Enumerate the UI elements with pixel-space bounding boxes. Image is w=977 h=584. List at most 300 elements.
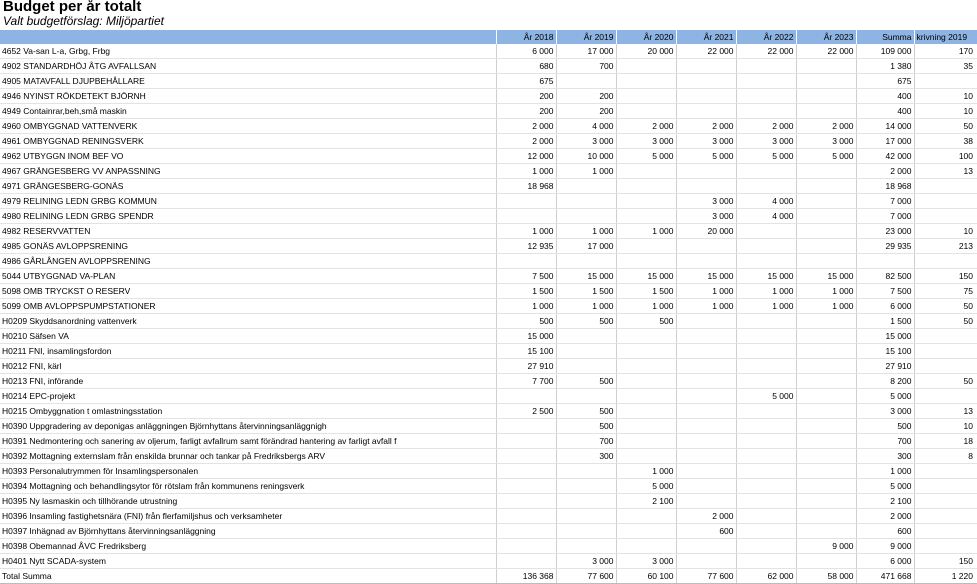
cell-value: 9 000 (796, 539, 856, 554)
cell-value: 1 000 (676, 284, 736, 299)
cell-value (914, 209, 977, 224)
cell-value: 7 000 (856, 209, 914, 224)
row-name: 4971 GRÄNGESBERG-GONÄS (0, 179, 496, 194)
table-row (0, 464, 977, 479)
cell-value: 5 000 (616, 149, 676, 164)
row-name: 4946 NYINST RÖKDETEKT BJÖRNH (0, 89, 496, 104)
cell-value (914, 74, 977, 89)
cell-value: 77 600 (676, 569, 736, 584)
cell-value (616, 344, 676, 359)
cell-value (736, 479, 796, 494)
cell-value (616, 389, 676, 404)
cell-value (736, 89, 796, 104)
cell-value: 600 (676, 524, 736, 539)
cell-value (736, 404, 796, 419)
cell-value: 50 (914, 119, 977, 134)
table-row (0, 74, 977, 89)
cell-value: 2 000 (676, 119, 736, 134)
cell-value (796, 554, 856, 569)
cell-value (736, 164, 796, 179)
cell-value: 3 000 (616, 134, 676, 149)
cell-value: 136 368 (496, 569, 556, 584)
cell-value: 12 935 (496, 239, 556, 254)
row-name: H0401 Nytt SCADA-system (0, 554, 496, 569)
cell-value (676, 104, 736, 119)
cell-value: 3 000 (736, 134, 796, 149)
cell-value (676, 479, 736, 494)
cell-value (616, 509, 676, 524)
cell-value: 600 (856, 524, 914, 539)
cell-value: 200 (556, 104, 616, 119)
cell-value: 29 935 (856, 239, 914, 254)
cell-value (556, 389, 616, 404)
cell-value: 62 000 (736, 569, 796, 584)
table-row (0, 284, 977, 299)
cell-value (616, 419, 676, 434)
cell-value: 20 000 (616, 44, 676, 59)
cell-value: 50 (914, 314, 977, 329)
cell-value (914, 539, 977, 554)
cell-value (676, 419, 736, 434)
table-row (0, 164, 977, 179)
cell-value: 1 500 (856, 314, 914, 329)
cell-value (616, 194, 676, 209)
cell-value: 10 (914, 89, 977, 104)
cell-value: 200 (496, 104, 556, 119)
cell-value (556, 479, 616, 494)
cell-value (556, 329, 616, 344)
cell-value (616, 404, 676, 419)
cell-value (676, 374, 736, 389)
row-name: 4902 STANDARDHÖJ ÅTG AVFALLSAN (0, 59, 496, 74)
cell-value: 2 000 (796, 119, 856, 134)
row-name: H0210 Säfsen VA (0, 329, 496, 344)
cell-value (736, 179, 796, 194)
cell-value (914, 494, 977, 509)
cell-value (556, 509, 616, 524)
cell-value (796, 494, 856, 509)
cell-value: 400 (856, 104, 914, 119)
cell-value: 6 000 (496, 44, 556, 59)
cell-value: 1 000 (556, 224, 616, 239)
cell-value: 213 (914, 239, 977, 254)
row-name: H0393 Personalutrymmen för Insamlingspersonalen (0, 464, 496, 479)
cell-value (796, 194, 856, 209)
cell-value: 3 000 (556, 134, 616, 149)
cell-value: 1 220 (914, 569, 977, 584)
row-name: H0397 Inhägnad av Björnhyttans återvinningsanläggning (0, 524, 496, 539)
cell-value: 14 000 (856, 119, 914, 134)
column-header: År 2021 (676, 30, 736, 44)
row-name: 4979 RELINING LEDN GRBG KOMMUN (0, 194, 496, 209)
cell-value: 17 000 (556, 44, 616, 59)
row-name: 4962 UTBYGGN INOM BEF VO (0, 149, 496, 164)
cell-value (496, 434, 556, 449)
cell-value: 675 (496, 74, 556, 89)
table-row (0, 59, 977, 74)
table-row (0, 509, 977, 524)
cell-value: 500 (556, 314, 616, 329)
row-name: 4985 GONÄS AVLOPPSRENING (0, 239, 496, 254)
cell-value: 22 000 (796, 44, 856, 59)
cell-value: 200 (556, 89, 616, 104)
cell-value: 4 000 (736, 194, 796, 209)
cell-value: 4 000 (556, 119, 616, 134)
cell-value (676, 254, 736, 269)
column-header: År 2023 (796, 30, 856, 44)
cell-value (496, 254, 556, 269)
cell-value (736, 434, 796, 449)
table-row (0, 134, 977, 149)
cell-value: 3 000 (556, 554, 616, 569)
cell-value (496, 449, 556, 464)
cell-value: 2 100 (616, 494, 676, 509)
cell-value: 38 (914, 134, 977, 149)
cell-value: 1 000 (856, 464, 914, 479)
cell-value (796, 224, 856, 239)
cell-value: 1 000 (796, 299, 856, 314)
cell-value (796, 59, 856, 74)
cell-value: 400 (856, 89, 914, 104)
cell-value (616, 74, 676, 89)
table-row (0, 524, 977, 539)
cell-value (796, 209, 856, 224)
cell-value (796, 329, 856, 344)
cell-value: 13 (914, 164, 977, 179)
table-row (0, 119, 977, 134)
cell-value: 3 000 (796, 134, 856, 149)
cell-value (736, 239, 796, 254)
cell-value (736, 59, 796, 74)
cell-value: 7 500 (856, 284, 914, 299)
cell-value (496, 524, 556, 539)
table-row (0, 359, 977, 374)
cell-value: 700 (856, 434, 914, 449)
cell-value (796, 434, 856, 449)
row-name: H0211 FNI, insamlingsfordon (0, 344, 496, 359)
cell-value (616, 179, 676, 194)
cell-value (556, 209, 616, 224)
table-row (0, 539, 977, 554)
row-name: H0209 Skyddsanordning vattenverk (0, 314, 496, 329)
cell-value: 5 000 (856, 389, 914, 404)
cell-value: 17 000 (556, 239, 616, 254)
cell-value: 20 000 (676, 224, 736, 239)
cell-value (914, 479, 977, 494)
cell-value (556, 194, 616, 209)
table-row (0, 194, 977, 209)
cell-value (556, 359, 616, 374)
table-row (0, 389, 977, 404)
cell-value: 2 000 (856, 509, 914, 524)
cell-value (796, 404, 856, 419)
cell-value: 18 (914, 434, 977, 449)
cell-value: 18 968 (856, 179, 914, 194)
row-name: H0213 FNI, införande (0, 374, 496, 389)
cell-value (736, 314, 796, 329)
cell-value (496, 464, 556, 479)
cell-value: 50 (914, 299, 977, 314)
cell-value: 27 910 (856, 359, 914, 374)
cell-value: 13 (914, 404, 977, 419)
cell-value (736, 419, 796, 434)
total-row (0, 569, 977, 584)
cell-value: 1 000 (736, 299, 796, 314)
cell-value: 27 910 (496, 359, 556, 374)
cell-value (914, 509, 977, 524)
cell-value (796, 104, 856, 119)
cell-value (496, 539, 556, 554)
cell-value (736, 104, 796, 119)
table-row (0, 449, 977, 464)
cell-value: 15 000 (736, 269, 796, 284)
cell-value (556, 539, 616, 554)
cell-value (796, 449, 856, 464)
cell-value (616, 59, 676, 74)
cell-value (616, 539, 676, 554)
table-row (0, 479, 977, 494)
cell-value (496, 494, 556, 509)
cell-value (616, 164, 676, 179)
table-row (0, 554, 977, 569)
cell-value (796, 389, 856, 404)
cell-value: 300 (856, 449, 914, 464)
column-header: krivning 2019 (914, 30, 977, 44)
row-name: 4949 Containrar,beh,små maskin (0, 104, 496, 119)
cell-value: 15 000 (796, 269, 856, 284)
cell-value (796, 524, 856, 539)
cell-value: 500 (556, 374, 616, 389)
cell-value (556, 524, 616, 539)
cell-value: 7 000 (856, 194, 914, 209)
row-name: H0391 Nedmontering och sanering av oljerum, farligt avfallrum samt förändrad hantering av farligt avfall f (0, 434, 496, 449)
cell-value: 10 000 (556, 149, 616, 164)
cell-value: 7 500 (496, 269, 556, 284)
table-row (0, 494, 977, 509)
cell-value: 15 000 (496, 329, 556, 344)
cell-value (736, 344, 796, 359)
cell-value (796, 179, 856, 194)
cell-value (676, 389, 736, 404)
cell-value (496, 554, 556, 569)
cell-value: 150 (914, 554, 977, 569)
cell-value (616, 209, 676, 224)
cell-value (616, 104, 676, 119)
column-header: År 2022 (736, 30, 796, 44)
cell-value (736, 254, 796, 269)
cell-value (914, 344, 977, 359)
column-header: År 2018 (496, 30, 556, 44)
row-name: 4986 GÅRLÅNGEN AVLOPPSRENING (0, 254, 496, 269)
cell-value: 22 000 (676, 44, 736, 59)
cell-value: 1 000 (676, 299, 736, 314)
cell-value: 10 (914, 419, 977, 434)
table-row (0, 104, 977, 119)
table-row (0, 224, 977, 239)
cell-value: 15 000 (616, 269, 676, 284)
table-row (0, 314, 977, 329)
cell-value (556, 464, 616, 479)
row-name: H0215 Ombyggnation t omlastningsstation (0, 404, 496, 419)
cell-value (736, 359, 796, 374)
cell-value: 5 000 (616, 479, 676, 494)
page-title: Budget per år totalt (3, 0, 142, 15)
cell-value (676, 554, 736, 569)
cell-value: 2 000 (736, 119, 796, 134)
cell-value (914, 464, 977, 479)
cell-value (736, 74, 796, 89)
cell-value (556, 254, 616, 269)
cell-value (676, 89, 736, 104)
cell-value: 1 000 (556, 299, 616, 314)
cell-value: 1 000 (736, 284, 796, 299)
cell-value (676, 434, 736, 449)
table-row (0, 149, 977, 164)
table-row (0, 269, 977, 284)
row-name: 5044 UTBYGGNAD VA-PLAN (0, 269, 496, 284)
cell-value (736, 554, 796, 569)
cell-value: 42 000 (856, 149, 914, 164)
cell-value (796, 464, 856, 479)
cell-value (796, 479, 856, 494)
cell-value: 7 700 (496, 374, 556, 389)
cell-value (796, 314, 856, 329)
cell-value (616, 434, 676, 449)
cell-value (796, 509, 856, 524)
cell-value: 500 (856, 419, 914, 434)
cell-value: 2 000 (496, 134, 556, 149)
cell-value: 1 500 (556, 284, 616, 299)
cell-value: 15 100 (496, 344, 556, 359)
row-name: 4982 RESERVVATTEN (0, 224, 496, 239)
cell-value: 200 (496, 89, 556, 104)
cell-value: 1 500 (616, 284, 676, 299)
cell-value (736, 494, 796, 509)
cell-value: 35 (914, 59, 977, 74)
cell-value: 2 000 (616, 119, 676, 134)
cell-value (796, 419, 856, 434)
cell-value: 2 500 (496, 404, 556, 419)
cell-value (914, 329, 977, 344)
cell-value: 18 968 (496, 179, 556, 194)
cell-value: 2 000 (856, 164, 914, 179)
header-project (0, 30, 496, 44)
column-header: År 2020 (616, 30, 676, 44)
cell-value (736, 374, 796, 389)
cell-value (496, 389, 556, 404)
table-row (0, 209, 977, 224)
cell-value: 82 500 (856, 269, 914, 284)
cell-value (676, 539, 736, 554)
cell-value: 60 100 (616, 569, 676, 584)
cell-value (914, 179, 977, 194)
cell-value (616, 374, 676, 389)
cell-value: 500 (496, 314, 556, 329)
cell-value (914, 524, 977, 539)
cell-value (556, 494, 616, 509)
cell-value (676, 239, 736, 254)
table-row (0, 404, 977, 419)
cell-value (796, 344, 856, 359)
cell-value: 1 380 (856, 59, 914, 74)
cell-value (796, 359, 856, 374)
table-row (0, 329, 977, 344)
row-name: H0395 Ny lasmaskin och tillhörande utrustning (0, 494, 496, 509)
cell-value: 500 (556, 404, 616, 419)
cell-value: 1 000 (496, 299, 556, 314)
cell-value: 3 000 (676, 194, 736, 209)
cell-value: 5 000 (856, 479, 914, 494)
row-name: H0212 FNI, kärl (0, 359, 496, 374)
cell-value (676, 314, 736, 329)
cell-value: 675 (856, 74, 914, 89)
table-row (0, 254, 977, 269)
cell-value (616, 359, 676, 374)
cell-value (736, 524, 796, 539)
cell-value (676, 494, 736, 509)
cell-value: 300 (556, 449, 616, 464)
cell-value: 6 000 (856, 299, 914, 314)
row-name: 4967 GRÄNGESBERG VV ANPASSNING (0, 164, 496, 179)
row-name: H0214 EPC-projekt (0, 389, 496, 404)
cell-value: 109 000 (856, 44, 914, 59)
table-row (0, 299, 977, 314)
cell-value: 5 000 (736, 389, 796, 404)
row-name: H0392 Mottagning externslam från enskilda brunnar och tankar på Fredriksbergs ARV (0, 449, 496, 464)
table-row (0, 89, 977, 104)
total-label: Total Summa (0, 569, 496, 584)
row-name: 5098 OMB TRYCKST O RESERV (0, 284, 496, 299)
cell-value (616, 329, 676, 344)
budget-table (0, 30, 977, 584)
cell-value: 15 000 (856, 329, 914, 344)
cell-value (676, 404, 736, 419)
cell-value (914, 194, 977, 209)
cell-value (796, 239, 856, 254)
cell-value (676, 59, 736, 74)
cell-value (616, 524, 676, 539)
cell-value: 10 (914, 104, 977, 119)
cell-value (736, 509, 796, 524)
table-body (0, 44, 977, 584)
cell-value: 1 000 (616, 224, 676, 239)
cell-value: 17 000 (856, 134, 914, 149)
table-row (0, 44, 977, 59)
cell-value (496, 509, 556, 524)
cell-value (914, 389, 977, 404)
table-row (0, 179, 977, 194)
cell-value: 3 000 (856, 404, 914, 419)
cell-value: 5 000 (676, 149, 736, 164)
cell-value: 6 000 (856, 554, 914, 569)
cell-value (736, 464, 796, 479)
cell-value (676, 449, 736, 464)
cell-value: 8 200 (856, 374, 914, 389)
cell-value: 471 668 (856, 569, 914, 584)
cell-value: 10 (914, 224, 977, 239)
table-row (0, 434, 977, 449)
cell-value (736, 329, 796, 344)
cell-value (556, 344, 616, 359)
cell-value: 1 000 (796, 284, 856, 299)
cell-value: 150 (914, 269, 977, 284)
row-name: H0396 Insamling fastighetsnära (FNI) från flerfamiljshus och verksamheter (0, 509, 496, 524)
cell-value: 50 (914, 374, 977, 389)
table-row (0, 239, 977, 254)
cell-value (496, 479, 556, 494)
cell-value: 1 000 (496, 164, 556, 179)
cell-value: 75 (914, 284, 977, 299)
